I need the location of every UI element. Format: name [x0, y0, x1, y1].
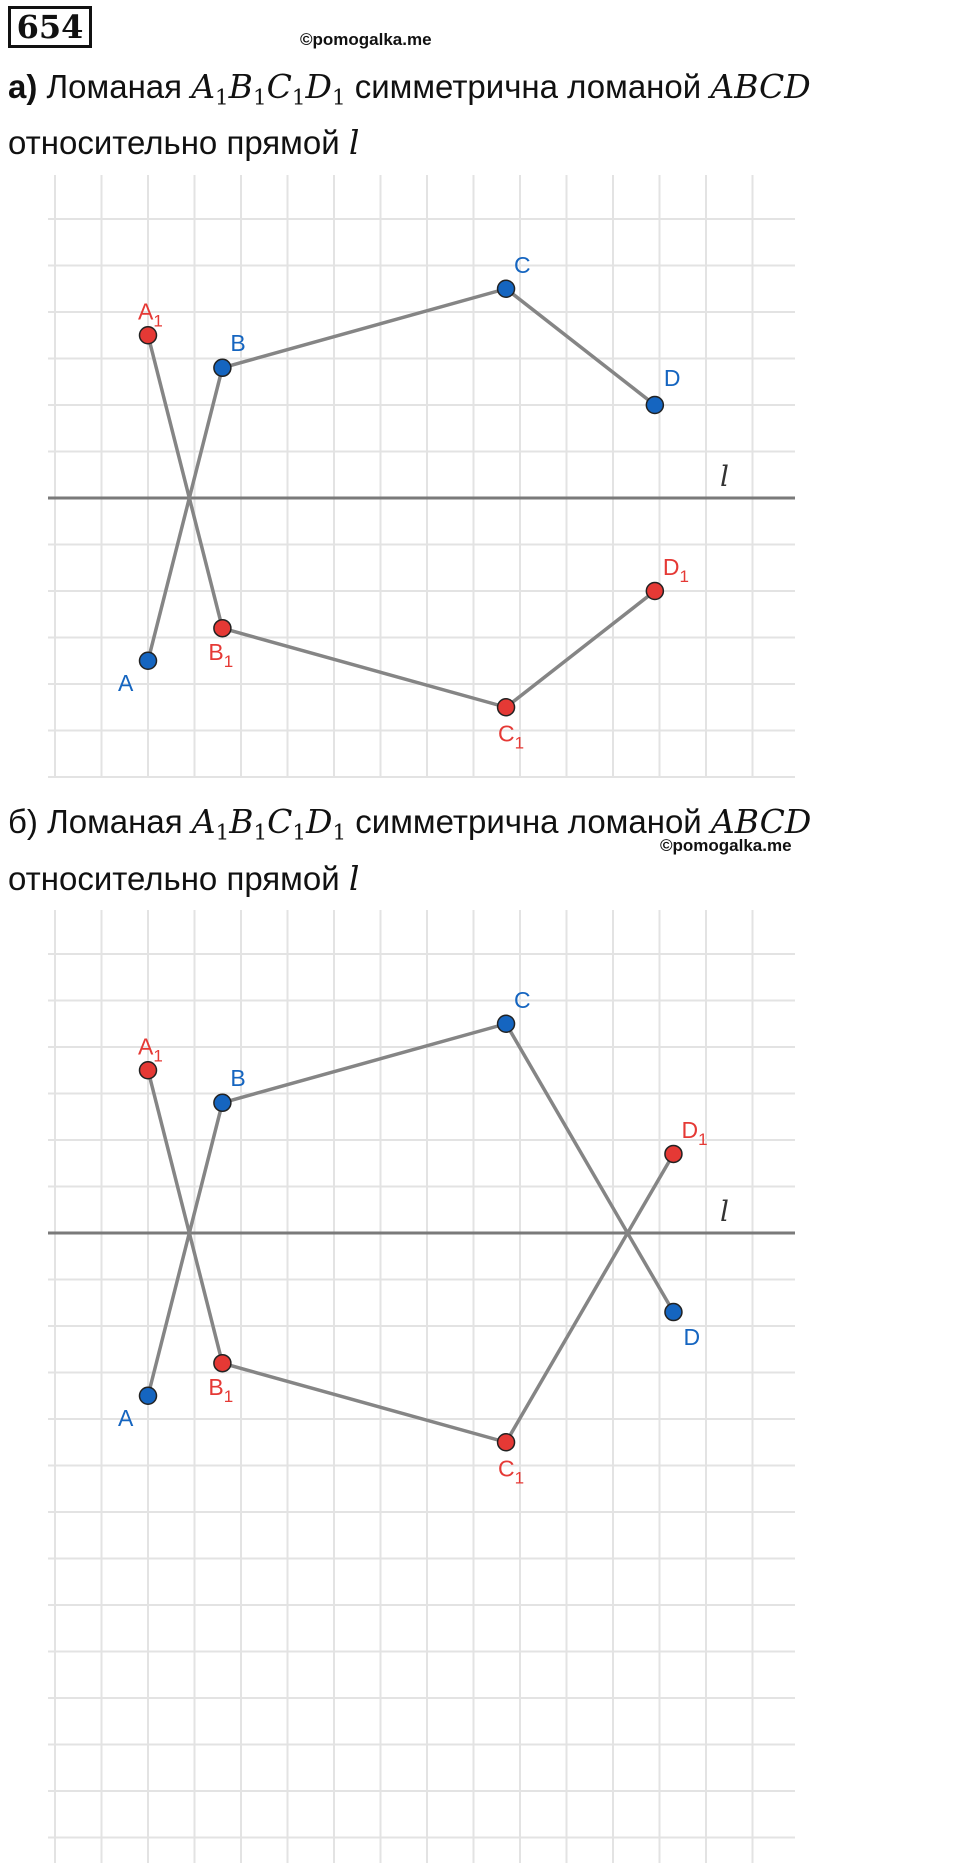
segment-b1-c1 [222, 628, 506, 707]
line-l-symbol: l [348, 123, 360, 162]
part-a-text-3: относительно прямой [8, 124, 340, 161]
line-l-label: l [720, 460, 729, 493]
segment-b-c [222, 1024, 506, 1103]
segment-a1-b1 [148, 335, 222, 628]
polyline-a1b1c1d1: $A_1B_1C_1D_1$ [191, 67, 346, 111]
point-c [498, 1015, 515, 1032]
point-b1 [214, 620, 231, 637]
part-b-label: б) [8, 803, 38, 840]
watermark-top: ©pomogalka.me [300, 30, 432, 49]
part-b-statement-line-2 [8, 859, 360, 898]
figure-a-svg [0, 170, 800, 780]
label-b: B [230, 329, 246, 356]
point-b [214, 1094, 231, 1111]
part-a-text-1: Ломаная [46, 68, 183, 105]
segment-b-c [222, 289, 506, 368]
point-d1 [665, 1145, 682, 1162]
part-b-text-3: относительно прямой [8, 860, 340, 897]
label-b: B [230, 1064, 246, 1091]
segment-b1-c1 [222, 1363, 506, 1442]
label-a1: $A_1$ [138, 1033, 163, 1066]
figure-b [0, 905, 800, 1865]
point-c [498, 280, 515, 297]
grid [48, 175, 795, 778]
task-number: 654 [8, 6, 92, 48]
part-a-label: а) [8, 68, 38, 105]
polyline-abcd-b: ABCD [710, 802, 812, 841]
point-d1 [646, 583, 663, 600]
segment-c-d [506, 1024, 673, 1312]
point-c1 [498, 1434, 515, 1451]
segment-c1-d1 [506, 591, 655, 707]
segment-a-b [148, 1103, 222, 1396]
polyline-a1b1c1d1-b: $A_1B_1C_1D_1$ [191, 802, 347, 846]
label-a: A [118, 1404, 134, 1431]
point-b [214, 359, 231, 376]
label-c: C [514, 251, 531, 278]
point-d [665, 1304, 682, 1321]
label-d1: $D_1$ [681, 1116, 708, 1149]
part-a-statement-line-2 [8, 123, 360, 162]
part-a-text-2: симметрична ломаной [354, 68, 702, 105]
figure-a [0, 170, 800, 780]
polyline-abcd: ABCD [710, 67, 811, 106]
label-a1: $A_1$ [138, 298, 163, 331]
label-d1: $D_1$ [662, 554, 689, 586]
point-a [140, 1387, 157, 1404]
label-a: A [118, 669, 134, 696]
label-c: C [514, 986, 531, 1013]
line-l-label: l [720, 1195, 729, 1228]
segment-a1-b1 [148, 1070, 222, 1363]
label-c1: $C_1$ [498, 1455, 525, 1488]
point-b1 [214, 1355, 231, 1372]
point-a [140, 652, 157, 669]
label-d: D [663, 365, 681, 391]
label-b1: $B_1$ [208, 639, 234, 672]
label-d: D [683, 1324, 701, 1351]
point-d [646, 397, 663, 414]
segment-c-d [506, 289, 655, 405]
label-c1: $C_1$ [498, 720, 525, 753]
part-b-text-1: Ломаная [47, 803, 183, 840]
segment-c1-d1 [506, 1154, 673, 1442]
part-b-text-2: симметрична ломаной [355, 803, 702, 840]
segment-a-b [148, 368, 222, 661]
line-l-symbol-b: l [348, 859, 360, 898]
point-c1 [498, 699, 515, 716]
watermark-middle: ©pomogalka.me [660, 836, 792, 855]
figure-b-svg [0, 905, 800, 1865]
part-a-statement [8, 67, 811, 111]
label-b1: $B_1$ [208, 1374, 234, 1407]
